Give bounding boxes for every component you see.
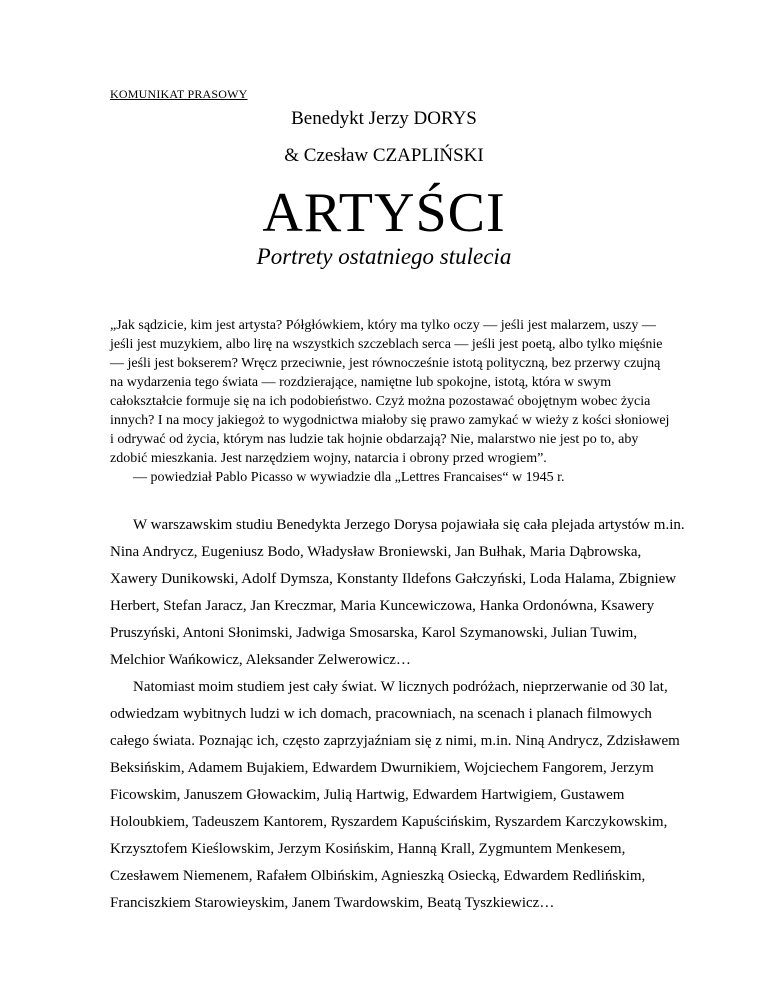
- paragraph-1: W warszawskim studiu Benedykta Jerzego Dorysa pojawiała się cała plejada artystów m.in. Nina Andrycz, Eugeniusz Bodo, Władysław Broniewski, Jan Bułhak, Maria Dąbrowska, Xawery Dunikowski, Adolf Dymsza, Konstanty Ildefons Gałczyński, Loda Halama, Zbigniew Herbert, Stefan Jaracz, Jan Kreczmar, Maria Kuncewiczowa, Hanka Ordonówna, Ksawery Pruszyński, Antoni Słonimski, Jadwiga Smosarska, Karol Szymanowski, Julian Tuwim, Melchior Wańkowicz, Aleksander Zelwerowicz…: [110, 517, 685, 668]
- body-text: [110, 512, 690, 917]
- document-subtitle: Portrety ostatniego stulecia: [256, 244, 512, 269]
- press-release-label: KOMUNIKAT PRASOWY: [110, 87, 248, 101]
- quote-block: [110, 316, 670, 487]
- document-title: ARTYŚCI: [262, 182, 506, 244]
- author-line-2: & Czesław CZAPLIŃSKI: [284, 145, 484, 166]
- paragraph-2: Natomiast moim studiem jest cały świat. W licznych podróżach, nieprzerwanie od 30 lat, odwiedzam wybitnych ludzi w ich domach, pracowniach, na scenach i planach filmowych całego świata. Poznając ich, często zaprzyjaźniam się z nimi, m.in. Niną Andrycz, Zdzisławem Beksińskim, Adamem Bujakiem, Edwardem Dwurnikiem, Wojciechem Fangorem, Jerzym Ficowskim, Januszem Głowackim, Julią Hartwig, Edwardem Hartwigiem, Gustawem Holoubkiem, Tadeuszem Kantorem, Ryszardem Kapuścińskim, Ryszardem Karczykowskim, Krzysztofem Kieślowskim, Jerzym Kosińskim, Hanną Krall, Zygmuntem Menkesem, Czesławem Niemenem, Rafałem Olbińskim, Agnieszką Osiecką, Edwardem Redlińskim, Franciszkiem Starowieyskim, Janem Twardowskim, Beatą Tyszkiewicz…: [110, 679, 680, 911]
- quote-attribution: — powiedział Pablo Picasso w wywiadzie dla „Lettres Francaises“ w 1945 r.: [133, 470, 565, 485]
- author-line-1: Benedykt Jerzy DORYS: [291, 108, 477, 129]
- quote-text: „Jak sądzicie, kim jest artysta? Półgłówkiem, który ma tylko oczy — jeśli jest malarzem, uszy — jeśli jest muzykiem, albo lirę na wszystkich szczeblach serca — jeśli jest poetą, albo tylko mięśnie — jeśli jest bokserem? Wręcz przeciwnie, jest równocześnie istotą polityczną, bez przerwy czujną na wydarzenia tego świata — rozdzierające, namiętne lub spokojne, istotą, która w swym całokształcie formuje się na ich podobieństwo. Czyż można pozostawać obojętnym wobec życia innych? I na mocy jakiegoż to wygodnictwa miałoby się prawo zamykać w wieży z kości słoniowej i odrywać od życia, którym nas ludzie tak hojnie obdarzają? Nie, malarstwo nie jest po to, aby zdobić mieszkania. Jest narzędziem wojny, natarcia i obrony przed wrogiem”.: [110, 318, 670, 466]
